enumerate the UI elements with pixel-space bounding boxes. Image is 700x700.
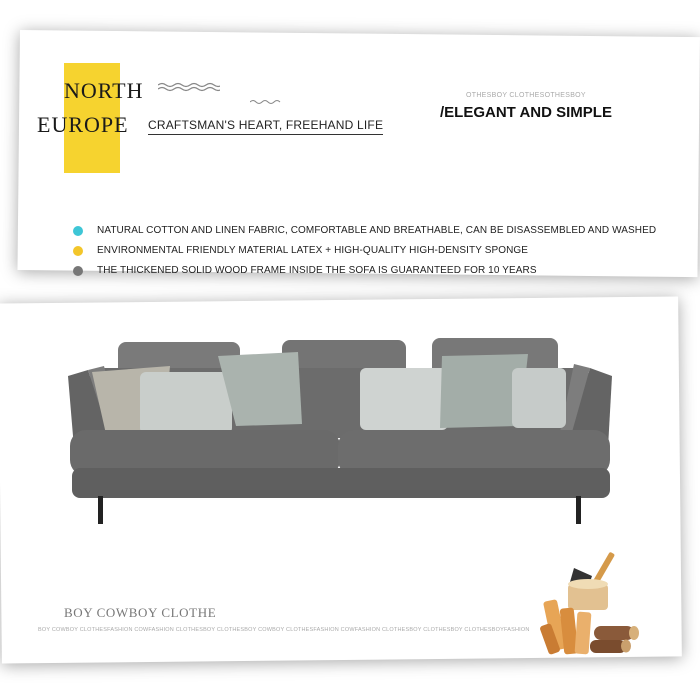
small-brand-text: OTHESBOY CLOTHESOTHESBOY <box>466 92 586 99</box>
footer-fine-print: BOY COWBOY CLOTHESFASHION COWFASHION CLOTHESBOY CLOTHESBOY COWBOY CLOTHESFASHION COWFASHION CLOTHESBOY CLOTHESBOY CLOTHESBOYFASHION <box>38 627 530 633</box>
firewood-axe-image <box>540 550 640 660</box>
feature-item <box>73 265 537 276</box>
wave-lines-icon-small <box>250 98 366 106</box>
heading-line-2: EUROPE <box>37 112 129 137</box>
feature-item <box>73 245 528 256</box>
feature-text: NATURAL COTTON AND LINEN FABRIC, COMFORTABLE AND BREATHABLE, CAN BE DISASSEMBLED AND WASHED <box>97 225 657 236</box>
bullet-dot-icon <box>73 266 83 276</box>
feature-text: THE THICKENED SOLID WOOD FRAME INSIDE THE SOFA IS GUARANTEED FOR 10 YEARS <box>97 265 537 276</box>
subtitle: CRAFTSMAN'S HEART, FREEHAND LIFE <box>148 118 383 135</box>
heading-line-1: NORTH <box>64 78 144 103</box>
bullet-dot-icon <box>73 226 83 236</box>
sofa-image <box>60 332 620 532</box>
wave-lines-icon <box>158 82 220 92</box>
bullet-dot-icon <box>73 246 83 256</box>
feature-text: ENVIRONMENTAL FRIENDLY MATERIAL LATEX + HIGH-QUALITY HIGH-DENSITY SPONGE <box>97 245 529 256</box>
feature-item <box>73 225 656 236</box>
footer-brand: BOY COWBOY CLOTHE <box>64 605 217 620</box>
tagline: /ELEGANT AND SIMPLE <box>440 104 612 121</box>
